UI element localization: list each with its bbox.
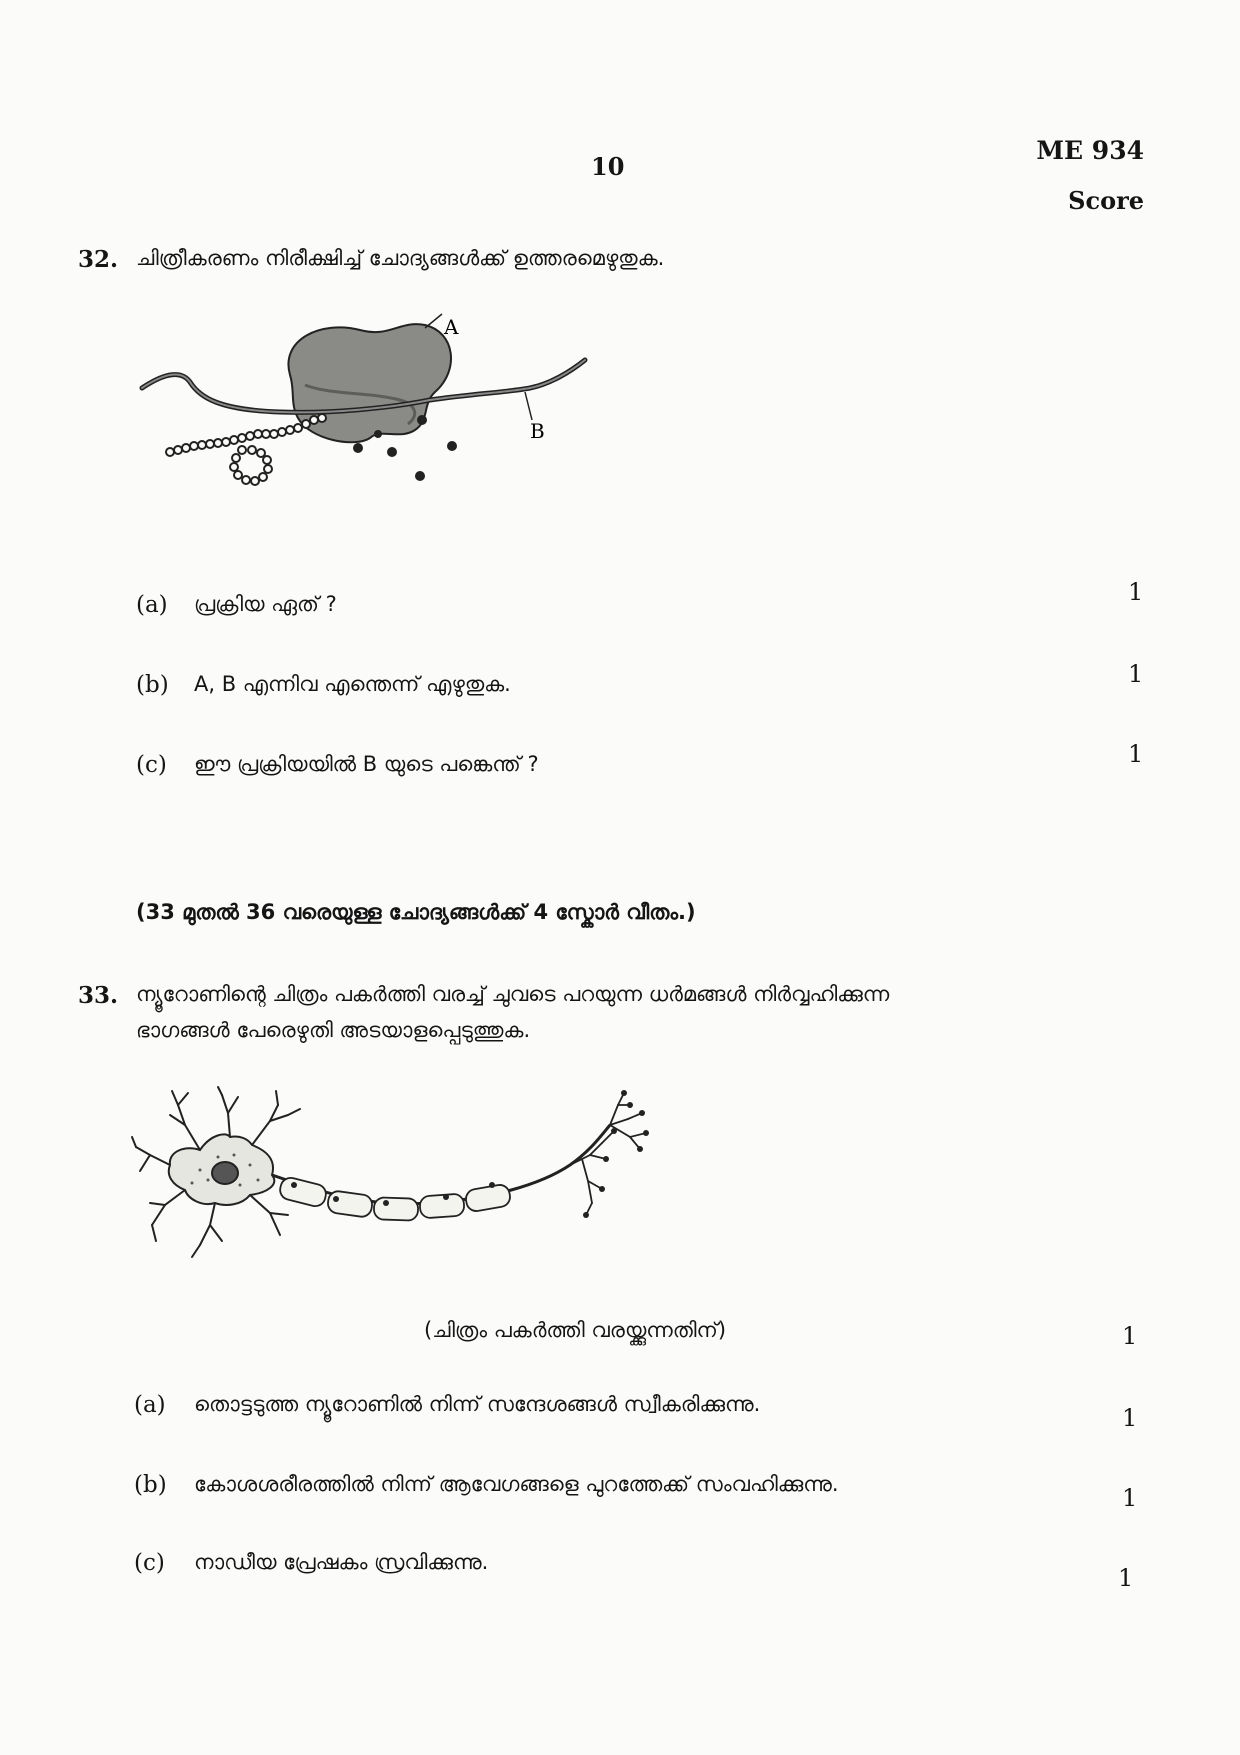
q33-sub-c-text: നാഡീയ പ്രേഷകം സ്രവിക്കുന്നു. (194, 1550, 489, 1574)
q33-sub-c-score: 1 (1118, 1564, 1134, 1592)
q33-sub-a-score: 1 (1122, 1404, 1138, 1432)
q33-sub-b-score: 1 (1122, 1484, 1138, 1512)
q33-sub-a-label: (a) (134, 1392, 166, 1418)
q33-drawing-note: (ചിത്രം പകർത്തി വരയ്ക്കുന്നതിന്) (424, 1318, 727, 1342)
q33-sub-a-text: തൊട്ടടുത്ത ന്യൂറോണിൽ നിന്ന് സന്ദേശങ്ങൾ സ്വീകരിക്കുന്നു. (194, 1392, 761, 1416)
paper-code: ME 934 (1036, 136, 1144, 165)
q32-sub-b-score: 1 (1128, 660, 1144, 688)
polypeptide-loop (230, 446, 272, 485)
q32-sub-a-text: പ്രക്രിയ ഏത് ? (194, 592, 337, 616)
label-b: B (530, 419, 545, 443)
label-a: A (444, 315, 459, 339)
question-33-text-line1: ന്യൂറോണിന്റെ ചിത്രം പകർത്തി വരച്ച് ചുവടെ പറയുന്ന ധർമങ്ങൾ നിർവ്വഹിക്കുന്ന (136, 982, 890, 1006)
page-number: 10 (591, 152, 625, 181)
q33-sub-b-text: കോശശരീരത്തിൽ നിന്ന് ആവേഗങ്ങളെ പുറത്തേക്ക് സംവഹിക്കുന്നു. (194, 1472, 839, 1496)
q32-sub-b-label: (b) (136, 672, 169, 698)
question-33-text-line2: ഭാഗങ്ങൾ പേരെഴുതി അടയാളപ്പെടുത്തുക. (136, 1018, 531, 1042)
neuron-nucleus (212, 1162, 238, 1184)
q33-sub-c-label: (c) (134, 1550, 165, 1576)
myelin-sheath (278, 1176, 512, 1221)
q32-sub-b-text: A, B എന്നിവ എന്തെന്ന് എഴുതുക. (194, 672, 511, 696)
score-heading: Score (1068, 186, 1144, 215)
q32-sub-c-score: 1 (1128, 740, 1144, 768)
q33-drawing-score: 1 (1122, 1322, 1138, 1350)
question-32-number: 32. (78, 246, 119, 273)
axon-terminals (570, 1093, 646, 1215)
q32-sub-c-label: (c) (136, 752, 167, 778)
neuron-figure (130, 1085, 680, 1275)
q32-sub-c-text: ഈ പ്രക്രിയയിൽ B യുടെ പങ്കെന്ത് ? (194, 752, 539, 776)
translation-figure (130, 300, 610, 540)
q32-sub-a-score: 1 (1128, 578, 1144, 606)
section-instruction: (33 മുതൽ 36 വരെയുള്ള ചോദ്യങ്ങൾക്ക് 4 സ്കോർ വീതം.) (136, 900, 696, 924)
q33-sub-b-label: (b) (134, 1472, 167, 1498)
question-33-number: 33. (78, 982, 119, 1009)
q32-sub-a-label: (a) (136, 592, 168, 618)
question-32-text: ചിത്രീകരണം നിരീക്ഷിച്ച് ചോദ്യങ്ങൾക്ക് ഉത്തരമെഴുതുക. (136, 246, 665, 270)
